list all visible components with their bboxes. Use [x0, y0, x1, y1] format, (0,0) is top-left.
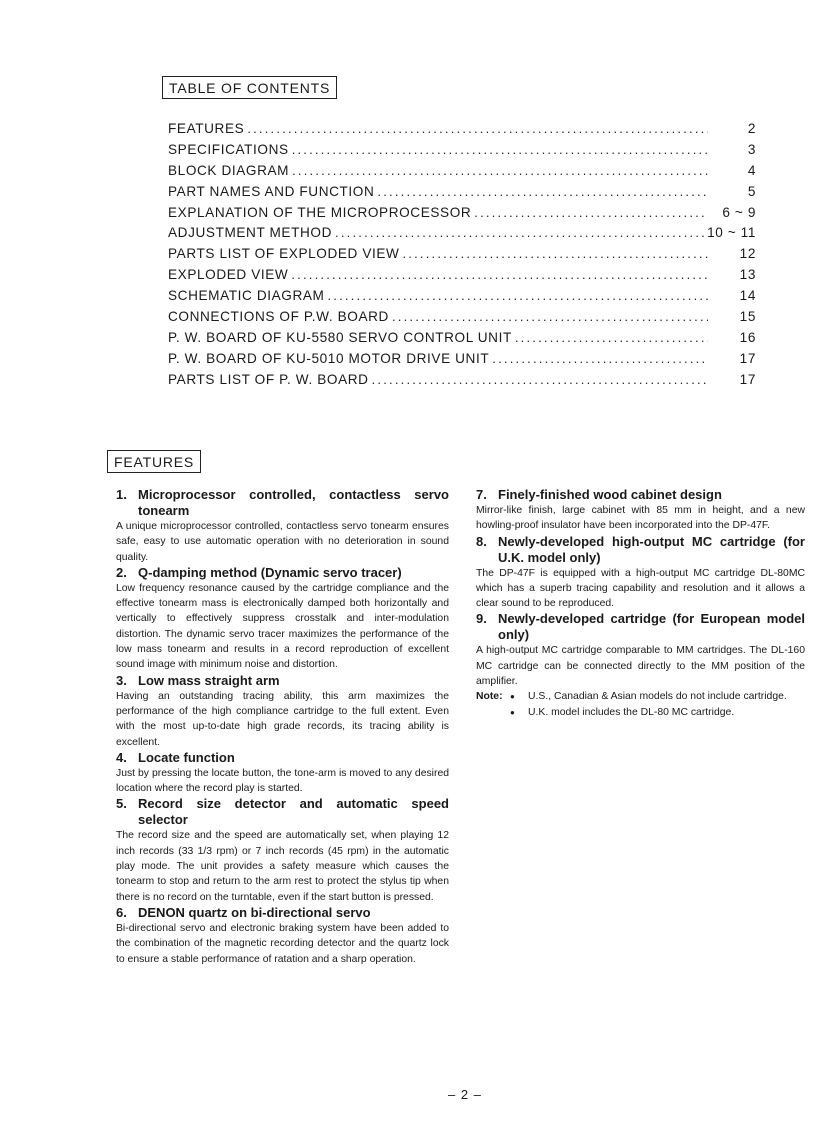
feature-description: Low frequency resonance caused by the cartridge compliance and the effective tonearm mass is electronically damped both horizontally and vertically to effectively suppress crosstalk and inter-modulation distortion. The dynamic servo tracer maximizes the performance of the low mass tonearm and results in a record reproduction of excellent sound image with minimum noise and distortion. — [116, 582, 449, 671]
feature-item — [476, 611, 805, 689]
toc-entry-title: SCHEMATIC DIAGRAM — [168, 288, 325, 304]
feature-number: 8. — [476, 533, 487, 549]
toc-entry — [168, 330, 756, 351]
toc-entry-page: 4 — [747, 162, 756, 178]
toc-entry-page: 14 — [739, 288, 756, 304]
table-of-contents — [168, 121, 756, 393]
toc-entry-page: 3 — [747, 141, 756, 157]
feature-title: Low mass straight arm — [138, 672, 280, 688]
feature-heading — [116, 750, 449, 766]
features-heading: FEATURES — [107, 450, 201, 473]
toc-leader-dots — [392, 309, 708, 324]
toc-leader-dots — [247, 121, 708, 136]
toc-entry-title: CONNECTIONS OF P.W. BOARD — [168, 309, 389, 325]
feature-description: The DP-47F is equipped with a high-output MC cartridge DL-80MC which has a superb tracing capability and resolution and it allows a clear sound to be reproduced. — [476, 567, 805, 610]
feature-title: Newly-developed high-output MC cartridge (for U.K. model only) — [498, 533, 805, 565]
toc-entry-title: PART NAMES AND FUNCTION — [168, 183, 375, 199]
toc-entry-title: EXPLODED VIEW — [168, 267, 289, 283]
feature-heading — [116, 673, 449, 689]
toc-entry-page: 15 — [739, 309, 756, 325]
toc-entry-page: 13 — [739, 267, 756, 283]
feature-description: Just by pressing the locate button, the tone-arm is moved to any desired location where the record play is started. — [116, 767, 449, 795]
toc-entry-page: 5 — [747, 183, 756, 199]
feature-title: DENON quartz on bi-directional servo — [138, 904, 371, 920]
toc-leader-dots — [403, 246, 709, 261]
feature-title: Finely-finished wood cabinet design — [498, 487, 722, 502]
toc-entry — [168, 184, 756, 205]
feature-description: Having an outstanding tracing ability, this arm maximizes the performance of the high compliance cartridge to the full extent. Even with the most up-to-date high grade records, its tracing ability is excellent. — [116, 690, 449, 748]
toc-entry-title: ADJUSTMENT METHOD — [168, 225, 333, 241]
toc-leader-dots — [327, 288, 708, 303]
note-label: Note: — [476, 691, 503, 703]
toc-entry-title: PARTS LIST OF P. W. BOARD — [168, 371, 369, 387]
toc-entry-page: 6 ~ 9 — [722, 204, 756, 220]
toc-entry — [168, 351, 756, 372]
toc-entry — [168, 267, 756, 288]
features-left-column — [116, 487, 449, 967]
feature-title: Q-damping method (Dynamic servo tracer) — [138, 564, 402, 580]
feature-description: Mirror-like finish, large cabinet with 85 mm in height, and a new howling-proof insulator have been incorporated into the DP-47F. — [476, 505, 805, 532]
toc-entry-title: EXPLANATION OF THE MICROPROCESSOR — [168, 204, 472, 220]
feature-description: A unique microprocessor controlled, contactless servo tonearm ensures safe, easy to use automatic operation with no deterioration in sound quality. — [116, 521, 449, 563]
feature-description: Bi-directional servo and electronic braking system have been added to the combination of the magnetic recording detector and the quartz lock to ensure a stable performance of ratation and a sharp operation. — [116, 922, 449, 965]
feature-heading — [476, 534, 805, 566]
toc-entry-title: P. W. BOARD OF KU-5580 SERVO CONTROL UNIT — [168, 329, 512, 345]
toc-entry-title: P. W. BOARD OF KU-5010 MOTOR DRIVE UNIT — [168, 350, 490, 366]
note-bullet-text: U.K. model includes the DL-80 MC cartridge. — [528, 706, 735, 718]
toc-entry — [168, 246, 756, 267]
toc-leader-dots — [292, 142, 708, 157]
toc-entry — [168, 372, 756, 393]
toc-leader-dots — [335, 225, 707, 240]
toc-entry-page: 16 — [739, 329, 756, 345]
feature-title: Record size detector and automatic speed selector — [138, 796, 449, 828]
page-number: – 2 – — [448, 1087, 482, 1102]
toc-entry — [168, 309, 756, 330]
toc-leader-dots — [377, 184, 708, 199]
toc-entry-title: SPECIFICATIONS — [168, 141, 289, 157]
toc-leader-dots — [292, 163, 708, 178]
feature-item — [116, 905, 449, 967]
note-bullet-text: U.S., Canadian & Asian models do not include cartridge. — [528, 691, 787, 703]
toc-entry — [168, 142, 756, 163]
feature-title: Newly-developed cartridge (for European model only) — [498, 611, 805, 643]
bullet-icon: ● — [510, 692, 515, 702]
toc-entry-title: BLOCK DIAGRAM — [168, 162, 290, 178]
feature-description: A high-output MC cartridge comparable to MM cartridges. The DL-160 MC cartridge can be connected directly to the MM position of the amplifier. — [476, 645, 805, 688]
feature-number: 6. — [116, 904, 127, 920]
feature-number: 9. — [476, 611, 487, 627]
note-bullet-item — [510, 689, 805, 704]
toc-entry — [168, 205, 756, 226]
feature-number: 4. — [116, 749, 127, 765]
feature-item — [476, 534, 805, 612]
feature-item — [116, 673, 449, 750]
toc-leader-dots — [492, 351, 708, 366]
toc-entry-page: 17 — [739, 350, 756, 366]
feature-heading — [116, 905, 449, 921]
features-right-column — [476, 487, 805, 720]
note — [476, 689, 805, 720]
feature-item — [116, 565, 449, 673]
feature-heading — [116, 487, 449, 519]
feature-heading — [116, 796, 449, 828]
toc-entry-page: 2 — [747, 121, 756, 136]
note-list — [510, 689, 805, 720]
feature-heading — [116, 565, 449, 581]
feature-number: 7. — [476, 487, 487, 502]
feature-heading — [476, 611, 805, 643]
toc-entry — [168, 163, 756, 184]
toc-leader-dots — [474, 205, 708, 220]
feature-number: 3. — [116, 672, 127, 688]
toc-entry-title: FEATURES — [168, 121, 245, 136]
toc-leader-dots — [515, 330, 708, 345]
feature-heading — [476, 487, 805, 503]
feature-item — [116, 750, 449, 797]
toc-entry-page: 12 — [739, 246, 756, 262]
feature-item — [116, 487, 449, 565]
bullet-icon: ● — [510, 707, 515, 717]
feature-item — [116, 796, 449, 904]
toc-heading: TABLE OF CONTENTS — [162, 76, 337, 99]
toc-entry-title: PARTS LIST OF EXPLODED VIEW — [168, 246, 400, 262]
feature-title: Locate function — [138, 749, 235, 765]
toc-leader-dots — [291, 267, 708, 282]
toc-entry-page: 17 — [739, 371, 756, 387]
toc-leader-dots — [372, 372, 708, 387]
feature-number: 5. — [116, 796, 127, 812]
feature-item — [476, 487, 805, 534]
toc-entry — [168, 288, 756, 309]
toc-entry-page: 10 ~ 11 — [707, 225, 756, 241]
toc-entry — [168, 121, 756, 142]
feature-number: 1. — [116, 487, 127, 502]
feature-number: 2. — [116, 564, 127, 580]
feature-title: Microprocessor controlled, contactless servo tonearm — [138, 487, 449, 518]
feature-description: The record size and the speed are automatically set, when playing 12 inch records (33 1/3 rpm) or 7 inch records (45 rpm) in the automatic play mode. The unit provides a safety measure which causes the tonearm to stop and return to the arm rest to protect the stylus tip when there is no record on the turntable, even if the start button is pressed. — [116, 830, 449, 903]
toc-entry — [168, 225, 756, 246]
note-bullet-item — [510, 705, 805, 720]
